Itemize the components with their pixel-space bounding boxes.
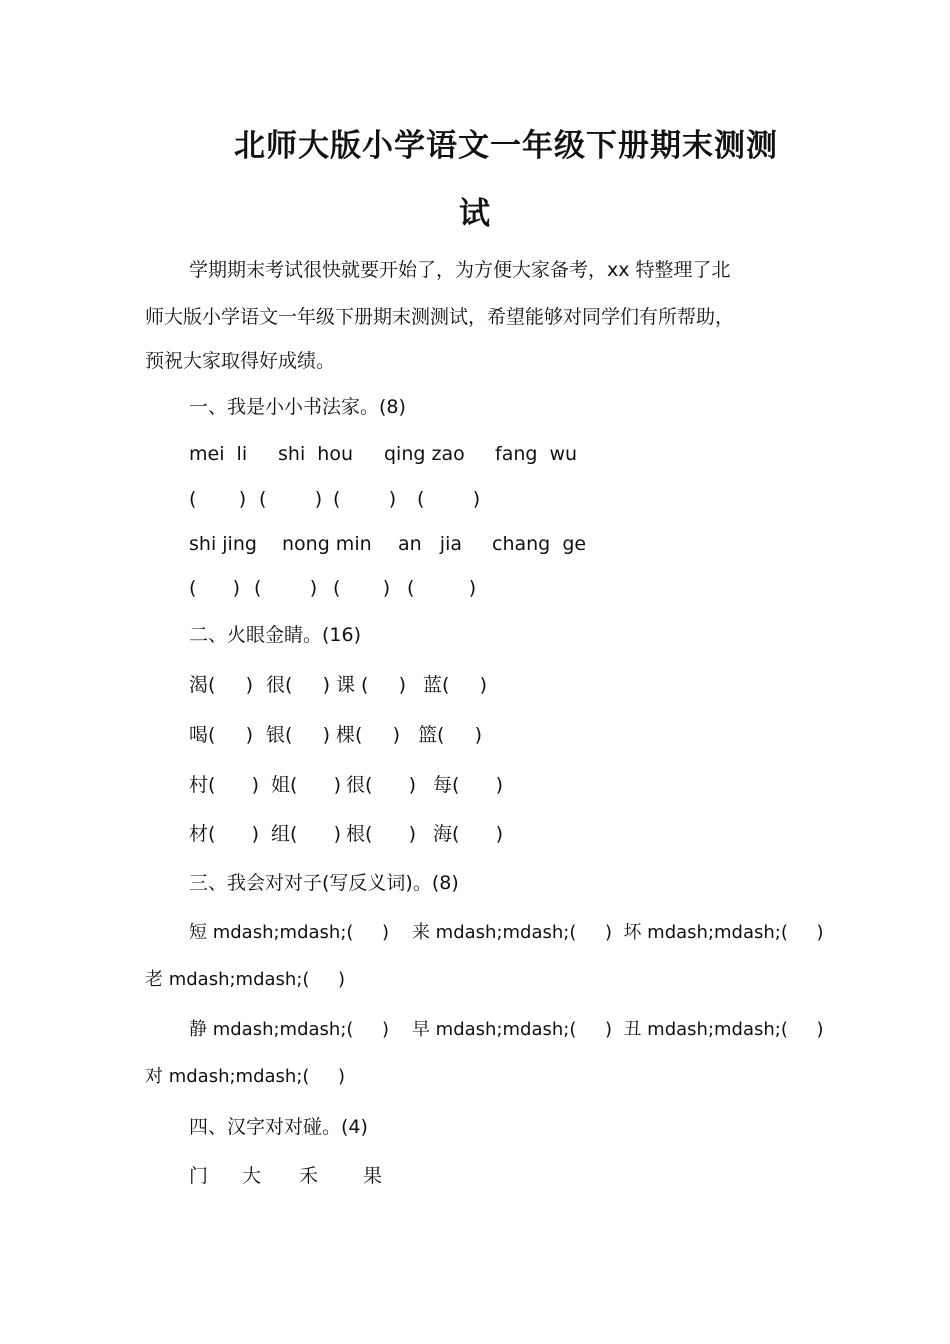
- char-item: 海( ): [433, 823, 504, 845]
- antonym-line3: 静 mdash;mdash;( ) 早 mdash;mdash;( ) 丑 mdash;mdash;( ): [189, 1019, 824, 1040]
- pinyin-item: shi jing: [189, 533, 257, 555]
- pinyin-item: fang wu: [495, 443, 578, 465]
- section4-heading: 四、汉字对对碰。(4): [189, 1116, 368, 1138]
- char-item: 材( ): [189, 823, 260, 845]
- char-item: 课 ( ): [336, 674, 407, 696]
- pinyin-item: mei li: [189, 443, 248, 465]
- section3-heading: 三、我会对对子(写反义词)。(8): [189, 872, 459, 894]
- answer-blank: ( ): [333, 577, 391, 599]
- answer-blank: ( ): [259, 488, 323, 510]
- char-item: 很( ): [266, 674, 331, 696]
- char-item: 根( ): [346, 823, 417, 845]
- section1-heading: 一、我是小小书法家。(8): [189, 396, 406, 418]
- pinyin-item: an jia: [398, 533, 463, 555]
- antonym-line4: 对 mdash;mdash;( ): [145, 1066, 346, 1087]
- answer-blank: ( ): [254, 577, 318, 599]
- char-item: 渴( ): [189, 674, 254, 696]
- char-item: 果: [363, 1165, 383, 1187]
- antonym-line2: 老 mdash;mdash;( ): [145, 969, 346, 990]
- char-item: 组( ): [271, 823, 342, 845]
- char-item: 禾: [299, 1165, 319, 1187]
- answer-blank: ( ): [417, 488, 481, 510]
- char-item: 门: [189, 1165, 209, 1187]
- char-item: 姐( ): [271, 774, 342, 796]
- intro-paragraph-line1: 学期期末考试很快就要开始了，为方便大家备考，xx 特整理了北: [189, 259, 731, 281]
- char-item: 喝( ): [189, 724, 254, 746]
- intro-paragraph-line2: 师大版小学语文一年级下册期末测测试，希望能够对同学们有所帮助，: [145, 306, 735, 328]
- char-item: 银( ): [266, 724, 331, 746]
- char-item: 很( ): [346, 774, 417, 796]
- answer-blank: ( ): [333, 488, 397, 510]
- char-item: 篮( ): [418, 724, 483, 746]
- antonym-line1: 短 mdash;mdash;( ) 来 mdash;mdash;( ) 坏 mdash;mdash;( ): [189, 922, 824, 943]
- char-item: 大: [242, 1165, 262, 1187]
- char-item: 每( ): [433, 774, 504, 796]
- char-item: 村( ): [189, 774, 260, 796]
- intro-paragraph-line3: 预祝大家取得好成绩。: [145, 350, 336, 372]
- page-title-line2: 试: [459, 196, 491, 232]
- pinyin-item: shi hou: [278, 443, 354, 465]
- pinyin-item: qing zao: [384, 443, 465, 465]
- answer-blank: ( ): [189, 488, 247, 510]
- answer-blank: ( ): [407, 577, 477, 599]
- pinyin-item: nong min: [282, 533, 372, 555]
- pinyin-item: chang ge: [492, 533, 587, 555]
- char-item: 蓝( ): [423, 674, 488, 696]
- char-item: 棵( ): [336, 724, 401, 746]
- answer-blank: ( ): [189, 577, 241, 599]
- page-title-line1: 北师大版小学语文一年级下册期末测测: [234, 128, 778, 164]
- section2-heading: 二、火眼金睛。(16): [189, 624, 362, 646]
